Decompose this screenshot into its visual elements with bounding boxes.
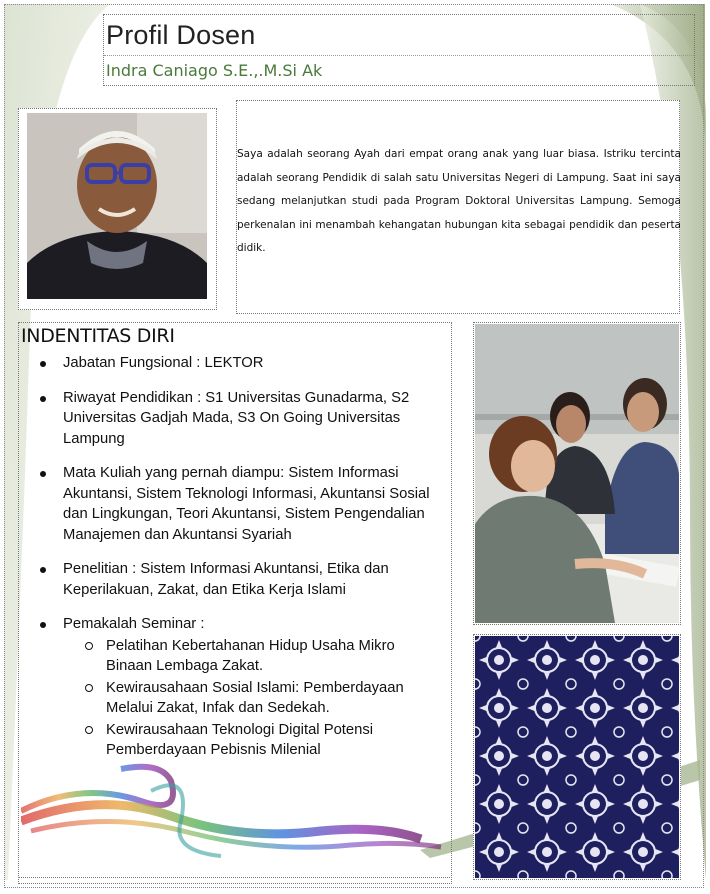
office-meeting-photo xyxy=(475,324,679,623)
bio-text: Saya adalah seorang Ayah dari empat orang anak yang luar biasa. Istriku tercinta adalah seorang Pendidik di salah satu Universitas Negeri di Lampung. Saat ini saya sedang melanjutkan studi pada Program Doktoral Universitas Lampung. Semoga perkenalan ini menambah kehangatan hubungan kita sebagai pendidik dan peserta didik. xyxy=(237,148,681,254)
header-box xyxy=(103,14,695,86)
list-item: Pemakalah Seminar : Pelatihan Kebertahanan Hidup Usaha Mikro Binaan Lembaga Zakat. Kewirausahaan Sosial Islami: Pemberdayaan Melalui Zakat, Infak dan Sedekah. Kewirausahaan Teknologi Digital Potensi Pemberdayaan Pebisnis Milenial xyxy=(19,614,439,761)
seminar-item: Kewirausahaan Sosial Islami: Pemberdayaan Melalui Zakat, Infak dan Sedekah. xyxy=(63,678,439,719)
identity-list xyxy=(19,353,439,775)
list-item: Mata Kuliah yang pernah diampu: Sistem Informasi Akuntansi, Sistem Teknologi Informasi, Akuntansi Sosial dan Lingkungan, Teori Akuntansi, Sistem Pengendalian Manajemen dan Akuntansi Syariah xyxy=(19,463,439,545)
profile-photo-frame xyxy=(18,108,217,310)
seminar-list xyxy=(63,636,439,761)
office-photo-frame xyxy=(473,322,681,625)
identity-section xyxy=(18,322,452,884)
seminar-item: Pelatihan Kebertahanan Hidup Usaha Mikro Binaan Lembaga Zakat. xyxy=(63,636,439,677)
batik-photo-frame xyxy=(473,634,681,880)
lecturer-name: Indra Caniago S.E.,.M.Si Ak xyxy=(106,61,323,80)
bottom-divider xyxy=(18,877,452,878)
section-heading: INDENTITAS DIRI xyxy=(21,325,175,347)
header-divider xyxy=(104,55,694,56)
batik-pattern-photo xyxy=(475,636,679,878)
list-item: Riwayat Pendidikan : S1 Universitas Gunadarma, S2 Universitas Gadjah Mada, S3 On Going Universitas Lampung xyxy=(19,388,439,450)
seminar-item: Kewirausahaan Teknologi Digital Potensi Pemberdayaan Pebisnis Milenial xyxy=(63,720,439,761)
bio-box xyxy=(236,100,680,314)
list-item: Jabatan Fungsional : LEKTOR xyxy=(19,353,439,374)
list-item: Penelitian : Sistem Informasi Akuntansi, Etika dan Keperilakuan, Zakat, dan Etika Kerja Islami xyxy=(19,559,439,600)
profile-photo xyxy=(27,113,207,299)
rainbow-smoke-swirl xyxy=(21,761,451,871)
page-title: Profil Dosen xyxy=(106,20,256,50)
